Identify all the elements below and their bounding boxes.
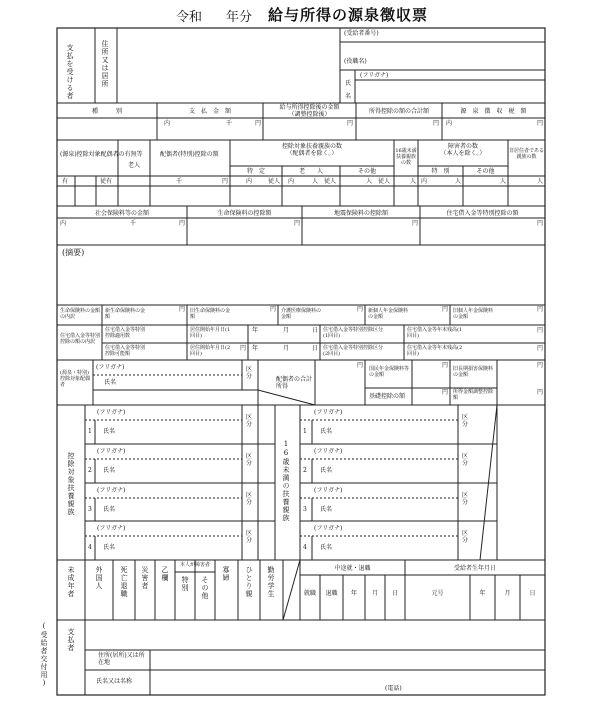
phone-label: (電話) [385, 685, 402, 692]
col-other-sub: その他 [201, 576, 209, 600]
tokutei-header: 特 定 [246, 168, 265, 175]
dep-left-furigana-3: (フリガナ) [97, 487, 126, 494]
recipient-copy-label: (受給者交付用) [40, 622, 48, 688]
nin-other: 人 [366, 178, 373, 185]
yen-housing: 円 [537, 220, 544, 227]
basic-label: 基礎控除の額 [369, 393, 406, 400]
day-h2: 日 [312, 345, 319, 352]
spouse-furigana: (フリガナ) [96, 364, 125, 371]
chuto-year: 年 [350, 590, 357, 597]
dep-left-kubun-1: 区分 [246, 414, 253, 428]
uchi-special: 内 [421, 178, 428, 185]
sen-social: 千 [130, 220, 137, 227]
col-widow: 寡婦 [222, 566, 230, 582]
life-pension-old: 旧個人年金保険料の金額 [453, 308, 494, 320]
payee-label: 支払を受ける者 [66, 44, 74, 100]
chuto-shushoku: 就職 [303, 590, 316, 597]
year-h1: 年 [252, 327, 259, 334]
yu-label: 有 [62, 178, 69, 185]
spouse-name: 氏名 [104, 379, 117, 386]
dep-left-num-3: 3 [88, 506, 92, 513]
year-h2: 年 [252, 345, 259, 352]
life-ins-header: 生命保険料の控除額 [217, 210, 272, 217]
yen-basic: 円 [442, 389, 449, 396]
sen-unit: 千 [226, 120, 233, 127]
uchi-social: 内 [60, 220, 67, 227]
life-care: 介護医療保険料の金額 [281, 308, 322, 320]
uchi-roujin: 内 [288, 178, 295, 185]
col-disaster: 災害者 [141, 566, 149, 590]
dependent-count-header: 控除対象扶養親族の数 （配偶者を除く。） [281, 143, 342, 157]
chuto-taishoku: 退職 [325, 590, 338, 597]
payer-address-label: 住所(居所)又は所在地 [98, 652, 145, 666]
yen-unit-4: 円 [537, 120, 544, 127]
dep-right-name-3: 氏名 [320, 506, 333, 513]
col-otsu: 乙欄 [161, 566, 169, 582]
dep-right-furigana-4: (フリガナ) [314, 525, 343, 532]
spouse-label: (源泉・特別)控除対象配偶者 [60, 370, 91, 388]
housing-loan-header: 住宅借入金等特別控除の額 [446, 210, 519, 217]
life-old: 旧生命保険料の金額 [190, 308, 231, 320]
dep-left-name-2: 氏名 [103, 467, 116, 474]
yen-l3: 円 [357, 306, 364, 313]
amount-header-deduct: 所得控除の額の合計額 [368, 108, 429, 115]
chuto-header: 中途就・退職 [334, 565, 371, 572]
dep-right-name-2: 氏名 [320, 467, 333, 474]
era-label: 令和 [176, 10, 203, 25]
dep-right-kubun-1: 区分 [462, 414, 469, 428]
yen-l5: 円 [537, 306, 544, 313]
life-new: 新生命保険料の金額 [105, 308, 146, 320]
address-label: 住所又は居所 [101, 40, 109, 88]
uchi-mark-2: 内 [446, 120, 453, 127]
dependents-left-label: 控除対象扶養親族 [67, 452, 75, 516]
housing-possible: 住宅借入金等特別控除可能額 [105, 345, 146, 357]
yen-bal1: 円 [537, 327, 544, 334]
dep-left-num-2: 2 [88, 467, 92, 474]
yen-adjust: 円 [537, 389, 544, 396]
dep-left-name-1: 氏名 [103, 428, 116, 435]
dep-right-num-3: 3 [303, 506, 307, 513]
birth-month: 月 [504, 590, 511, 597]
name-label-2: 名 [345, 93, 352, 100]
amount-header-after: 給与所得控除後の金額 （調整控除後） [279, 104, 340, 118]
special-header: 特 別 [431, 168, 450, 175]
birth-header: 受給者生年月日 [453, 565, 496, 572]
dep-right-kubun-4: 区分 [462, 530, 469, 544]
day-h1: 日 [312, 327, 319, 334]
amount-header-tax: 源 泉 徴 収 税 額 [460, 108, 527, 115]
other-header: その他 [357, 168, 376, 175]
form-title: 給与所得の源泉徴収票 [268, 6, 429, 24]
yen-l1: 円 [179, 306, 186, 313]
oldlong-label: 旧長期損害保険料の金額 [453, 366, 494, 378]
spouse-status-header: (源泉)控除対象配偶者の有無等 [60, 151, 143, 158]
dependents-right-label: 16歳未満の扶養親族 [282, 440, 290, 522]
nin-under16: 人 [410, 178, 417, 185]
month-h2: 月 [283, 345, 290, 352]
col-minor: 未成年者 [67, 566, 75, 598]
nin-other2: 人 [500, 178, 507, 185]
disabled-header: 障害者の数 （本人を除く。） [440, 143, 486, 157]
amount-header-type: 種 別 [91, 108, 122, 115]
housing-start2: 居住開始年月日(2回目) [190, 345, 231, 357]
dep-left-furigana-1: (フリガナ) [97, 409, 126, 416]
dep-left-name-3: 氏名 [103, 506, 116, 513]
roujin-header: 老 人 [298, 168, 323, 175]
dep-left-num-4: 4 [88, 544, 92, 551]
housing-kubun1: 住宅借入金等特別控除区分(1回目) [323, 327, 384, 339]
col-single-parent: ひとり親 [245, 566, 253, 598]
housing-count: 住宅借入金等特別控除適用数 [105, 327, 146, 339]
life-pension-new: 新個人年金保険料の金額 [368, 308, 409, 320]
yen-bal2: 円 [537, 345, 544, 352]
dep-right-furigana-1: (フリガナ) [314, 409, 343, 416]
spouse-deduction-header: 配偶者(特別)控除の額 [160, 151, 219, 158]
yen-income: 円 [357, 362, 364, 369]
furigana-label: (フリガナ) [360, 72, 389, 79]
recipient-no-label: (受給者番号) [344, 30, 379, 37]
amount-header-pay: 支 払 金 額 [188, 108, 231, 115]
dep-left-kubun-4: 区分 [246, 530, 253, 544]
dep-right-name-4: 氏名 [320, 544, 333, 551]
col-self-disabled: 本人が障害者 [179, 562, 210, 568]
pension-label: 国民年金保険料等の金額 [369, 366, 410, 378]
other2-header: その他 [476, 168, 495, 175]
yen-possible: 円 [240, 345, 247, 352]
dep-right-num-4: 4 [303, 544, 307, 551]
dep-left-num-1: 1 [88, 428, 92, 435]
juu-label: 従有 [100, 178, 113, 185]
col-death: 死亡退職 [120, 566, 128, 598]
yen-quake: 円 [412, 220, 419, 227]
col-special-sub: 特別 [181, 576, 189, 592]
dep-right-furigana-3: (フリガナ) [314, 487, 343, 494]
uchi-mark: 内 [164, 120, 171, 127]
yen-unit-2: 円 [347, 120, 354, 127]
dep-left-furigana-2: (フリガナ) [97, 448, 126, 455]
birth-day: 日 [529, 590, 536, 597]
juu-roujin: 従人 [324, 178, 337, 185]
dep-right-num-1: 1 [303, 428, 307, 435]
nin-roujin: 人 [312, 178, 319, 185]
month-h1: 月 [283, 327, 290, 334]
remarks-label: (摘要) [62, 248, 85, 257]
position-label: (役職名) [344, 58, 367, 65]
adjust-label: 所得金額調整控除額 [453, 389, 494, 401]
yen-pension: 円 [442, 362, 449, 369]
dep-right-kubun-3: 区分 [462, 492, 469, 506]
dep-left-name-4: 氏名 [103, 544, 116, 551]
dep-right-num-2: 2 [303, 467, 307, 474]
nin-tokutei: 従人 [268, 178, 281, 185]
dep-right-furigana-2: (フリガナ) [314, 448, 343, 455]
dep-left-kubun-2: 区分 [246, 453, 253, 467]
yen-l2: 円 [270, 306, 277, 313]
chuto-day: 日 [391, 590, 398, 597]
social-ins-header: 社会保険料等の金額 [94, 210, 149, 217]
name-label-1: 氏 [345, 80, 352, 87]
nin-special: 人 [455, 178, 462, 185]
sen-unit-dep: 千 [176, 178, 183, 185]
col-student: 勤労学生 [267, 566, 275, 598]
birth-era: 元号 [431, 590, 444, 597]
yen-life: 円 [294, 220, 301, 227]
dep-right-name-1: 氏名 [320, 428, 333, 435]
dep-left-kubun-3: 区分 [246, 492, 253, 506]
payer-label: 支払者 [67, 628, 75, 652]
yen-unit-3: 円 [433, 120, 440, 127]
housing-balance2: 住宅借入金等年末残高(2回目) [407, 345, 463, 357]
juu-other: 従人 [378, 178, 391, 185]
payer-name-label: 氏名又は名称 [96, 678, 133, 685]
yen-unit-1: 円 [255, 120, 262, 127]
yen-social: 円 [179, 220, 186, 227]
year-label: 年分 [226, 10, 253, 25]
life-breakdown-label: 生命保険料の金額の内訳 [60, 308, 101, 320]
nonresident-header: 非居住者である親族の数 [508, 148, 544, 160]
dep-left-furigana-4: (フリガナ) [97, 525, 126, 532]
yen-unit-dep: 円 [222, 178, 229, 185]
housing-kubun2: 住宅借入金等特別控除区分(2回目) [323, 345, 384, 357]
birth-year: 年 [479, 590, 486, 597]
nin-nonres: 人 [537, 178, 544, 185]
under16-header: 16歳未満扶養親族の数 [395, 148, 417, 166]
spouse-kubun: 区分 [246, 366, 253, 380]
housing-balance1: 住宅借入金等年末残高(1回目) [407, 327, 463, 339]
chuto-month: 月 [371, 590, 378, 597]
dep-right-kubun-2: 区分 [462, 453, 469, 467]
housing-start1: 居住開始年月日(1回目) [190, 327, 231, 339]
old-header: 老人 [128, 162, 141, 169]
yen-oldlong: 円 [537, 362, 544, 369]
col-foreigner: 外国人 [95, 566, 103, 590]
housing-breakdown-label: 住宅借入金等特別控除の額の内訳 [60, 333, 101, 345]
uchi-tokutei: 内 [246, 178, 253, 185]
spouse-income-label: 配偶者の合計所得 [276, 376, 313, 390]
yen-l4: 円 [442, 306, 449, 313]
quake-ins-header: 地震保険料の控除額 [333, 210, 388, 217]
